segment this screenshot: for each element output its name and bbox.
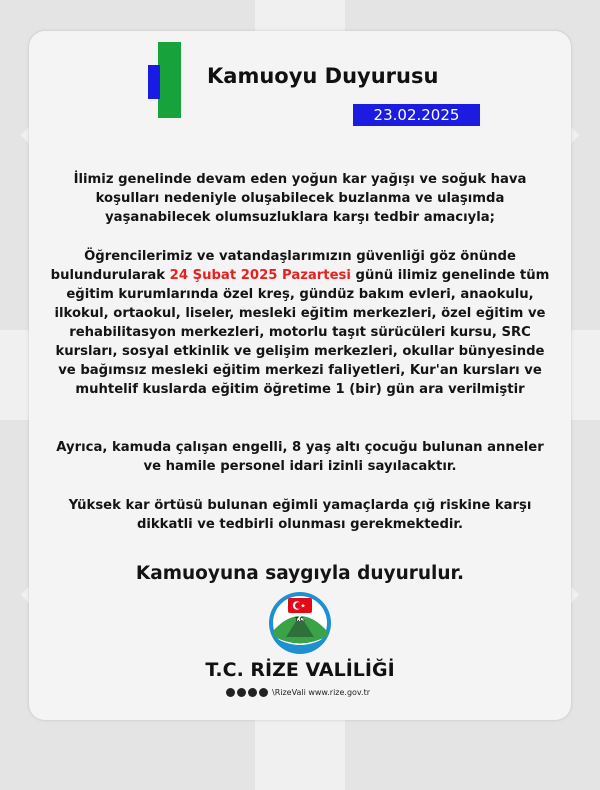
instagram-icon[interactable] (226, 688, 235, 697)
closing-statement: Kamuoyuna saygıyla duyurulur. (135, 563, 465, 584)
decision-text-end: günü ilimiz genelinde tüm eğitim kurumlarında özel kreş, gündüz bakım evleri, anaokulu, ilkokul, ortaokul, liseler, mesleki eğitim merkezleri, özel eğitim ve rehabilitasyon merkezleri, motorlu taşıt sürücüleri kursu, SRC kursları, sosyal etkinlik ve gelişim merkezleri, okullar bünyesinde ve bağımsız mesleki eğitim merkezi faliyetleri, Kur'an kursları ve muhtelif kuslarda eğitim öğretime 1 (bir) gün ara verilmiştir (54, 268, 550, 397)
paragraph-warning: Yüksek kar örtüsü bulunan eğimli yamaçlarda çığ riskine karşı dikkatli ve tedbirli olunması gerekmektedir. (68, 498, 532, 532)
social-handle: \RizeVali www.rize.gov.tr (272, 687, 371, 697)
paragraph-leave: Ayrıca, kamuda çalışan engelli, 8 yaş altı çocuğu bulunan anneler ve hamile personel idari izinli sayılacaktır. (56, 440, 544, 474)
page-title: Kamuoyu Duyurusu (207, 64, 439, 88)
paragraph-decision (50, 247, 550, 399)
logo-caption: T.C. (294, 617, 306, 623)
rize-valiligi-logo (268, 591, 332, 655)
social-links (226, 686, 370, 698)
twitter-icon[interactable] (237, 688, 246, 697)
header-accent-green (158, 42, 181, 118)
paragraph-intro: İlimiz genelinde devam eden yoğun kar yağışı ve soğuk hava koşulları nedeniyle oluşabilecek buzlanma ve ulaşımda yaşanabilecek olumsuzluklara karşı tedbir amacıyla; (73, 172, 527, 225)
youtube-icon[interactable] (248, 688, 257, 697)
date-badge: 23.02.2025 (353, 104, 480, 126)
facebook-icon[interactable] (259, 688, 268, 697)
decision-text-start: Öğrencilerimiz ve vatandaşlarımızın güvenliği göz önünde bulundurularak (50, 249, 516, 283)
highlight-date: 24 Şubat 2025 Pazartesi (169, 268, 351, 283)
header-accent-blue (148, 65, 160, 99)
organization-name: T.C. RİZE VALİLİĞİ (205, 659, 395, 681)
